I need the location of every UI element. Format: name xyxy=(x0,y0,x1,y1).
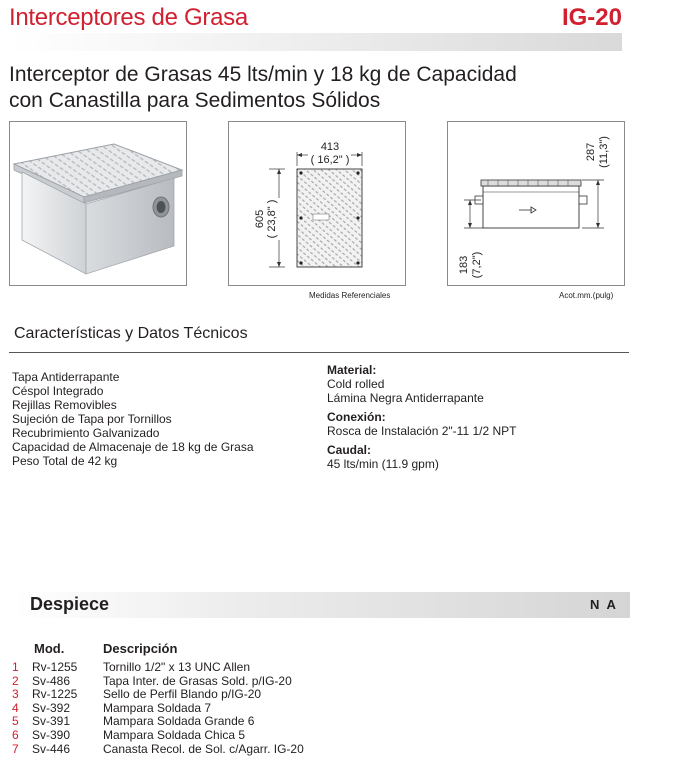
row-desc: Tapa Inter. de Grasas Sold. p/IG-20 xyxy=(103,673,292,688)
top-view-svg xyxy=(229,122,405,285)
subtitle-line-1: Interceptor de Grasas 45 lts/min y 18 kg de Capacidad xyxy=(9,63,517,86)
height-in-label: (11,3") xyxy=(598,136,610,168)
width-mm-label: 413 xyxy=(320,141,340,153)
row-desc: Mampara Soldada 7 xyxy=(103,700,212,715)
characteristics-title: Características y Datos Técnicos xyxy=(14,325,248,342)
row-number: 6 xyxy=(12,727,19,742)
feature-item: Tapa Antiderrapante xyxy=(12,370,120,384)
feature-list xyxy=(12,370,254,468)
row-code: Sv-392 xyxy=(32,700,71,715)
spec-list xyxy=(327,363,516,471)
width-in-label: ( 16,2" ) xyxy=(310,154,350,166)
column-header-desc: Descripción xyxy=(103,641,178,656)
material-label: Material: xyxy=(327,363,377,377)
material-value-2: Lámina Negra Antiderrapante xyxy=(327,391,484,405)
section-divider xyxy=(9,352,629,353)
row-code: Sv-446 xyxy=(32,741,71,756)
connection-label: Conexión: xyxy=(327,410,386,424)
product-photo xyxy=(9,121,187,286)
subtitle-line-2: con Canastilla para Sedimentos Sólidos xyxy=(9,89,381,112)
row-number: 1 xyxy=(12,660,19,674)
outlet-in-label: (7,2") xyxy=(471,251,483,279)
connection-value: Rosca de Instalación 2"-11 1/2 NPT xyxy=(327,424,517,438)
row-desc: Tornillo 1/2" x 13 UNC Allen xyxy=(103,660,250,674)
row-code: Sv-486 xyxy=(32,673,71,688)
row-code: Sv-391 xyxy=(32,714,71,729)
row-code: Rv-1255 xyxy=(32,660,78,674)
row-number: 5 xyxy=(12,714,19,729)
row-number: 4 xyxy=(12,700,19,715)
row-number: 3 xyxy=(12,687,19,702)
row-number: 2 xyxy=(12,673,19,688)
feature-item: Peso Total de 42 kg xyxy=(12,454,118,468)
row-code: Rv-1225 xyxy=(32,687,78,702)
side-view-drawing xyxy=(447,121,625,286)
feature-item: Recubrimiento Galvanizado xyxy=(12,426,160,440)
flow-label: Caudal: xyxy=(327,443,372,457)
length-in-label: ( 23,8" ) xyxy=(266,199,278,239)
product-code: IG-20 xyxy=(561,4,622,31)
parts-title: Despiece xyxy=(30,594,110,614)
header-bar xyxy=(9,33,622,51)
grease-trap-illustration xyxy=(10,122,186,285)
side-view-caption: Acot.mm.(pulg) xyxy=(559,291,614,300)
height-mm-label: 287 xyxy=(585,142,597,162)
page-title: Interceptores de Grasa xyxy=(9,4,248,31)
length-mm-label: 605 xyxy=(254,209,266,229)
feature-item: Rejillas Removibles xyxy=(12,398,117,412)
feature-item: Capacidad de Almacenaje de 18 kg de Grasa xyxy=(12,440,254,454)
product-subtitle xyxy=(9,62,629,114)
feature-item: Céspol Integrado xyxy=(12,384,104,398)
column-header-mod: Mod. xyxy=(34,641,65,656)
row-desc: Sello de Perfil Blando p/IG-20 xyxy=(103,687,262,702)
material-value-1: Cold rolled xyxy=(327,377,385,391)
parts-na-label: N A xyxy=(590,597,618,612)
row-desc: Canasta Recol. de Sol. c/Agarr. IG-20 xyxy=(103,741,304,756)
row-code: Sv-390 xyxy=(32,727,71,742)
row-desc: Mampara Soldada Chica 5 xyxy=(103,727,246,742)
row-number: 7 xyxy=(12,741,19,756)
outlet-mm-label: 183 xyxy=(458,255,470,275)
flow-value: 45 lts/min (11.9 gpm) xyxy=(327,457,439,471)
row-desc: Mampara Soldada Grande 6 xyxy=(103,714,255,729)
side-view-svg xyxy=(448,122,624,285)
feature-item: Sujeción de Tapa por Tornillos xyxy=(12,412,172,426)
top-view-drawing xyxy=(228,121,406,286)
top-view-caption: Medidas Referenciales xyxy=(309,291,391,300)
